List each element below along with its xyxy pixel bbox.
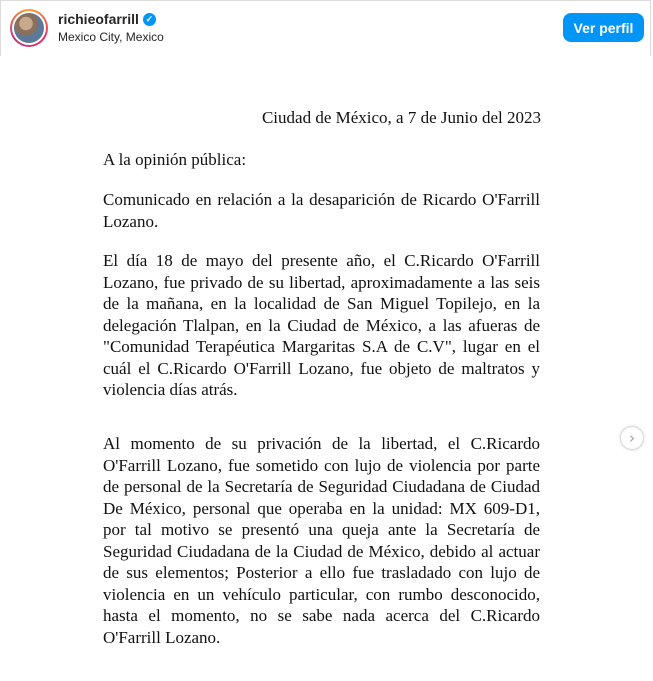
document-salutation: A la opinión pública: bbox=[103, 150, 247, 169]
view-profile-button[interactable]: Ver perfil bbox=[563, 13, 644, 42]
post-image-document bbox=[0, 56, 653, 681]
avatar-border bbox=[12, 11, 46, 45]
verified-badge-icon: ✓ bbox=[143, 13, 156, 26]
avatar-image bbox=[14, 13, 44, 43]
document-paragraph-1: El día 18 de mayo del presente año, el C.Ricardo O'Farrill Lozano, fue privado de su libertad, aproximadamente a las seis de la mañana, en la localidad de San Miguel Topilejo, en la delegación Tlalpan, en la Ciudad de México, a las afueras de "Comunidad Terapéutica Margaritas S.A de C.V", lugar en el cuál el C.Ricardo O'Farrill Lozano, fue objeto de maltratos y violencia días atrás. bbox=[103, 251, 540, 399]
document-paragraph-2: Al momento de su privación de la libertad, el C.Ricardo O'Farrill Lozano, fue sometido con lujo de violencia por parte de personal de la Secretaría de Seguridad Ciudadana de Ciudad De México, personal que operaba en la unidad: MX 609-D1, por tal motivo se presentó una queja ante la Secretaría de Seguridad Ciudadana de la Ciudad de México, debido al actuar de sus elementos; Posterior a ello fue trasladado con lujo de violencia en un vehículo particular, con rumbo desconocido, hasta el momento, no se sabe nada acerca del C.Ricardo O'Farrill Lozano. bbox=[103, 434, 540, 647]
avatar[interactable] bbox=[10, 9, 48, 47]
location-link[interactable]: Mexico City, Mexico bbox=[58, 30, 164, 44]
document-date: Ciudad de México, a 7 de Junio del 2023 bbox=[261, 108, 541, 127]
username-link[interactable]: richieofarrill bbox=[58, 11, 139, 27]
document-subject: Comunicado en relación a la desaparición de Ricardo O'Farrill Lozano. bbox=[103, 190, 540, 231]
username-row bbox=[58, 11, 156, 27]
chevron-right-icon[interactable]: › bbox=[620, 426, 644, 450]
post-header bbox=[0, 0, 653, 56]
